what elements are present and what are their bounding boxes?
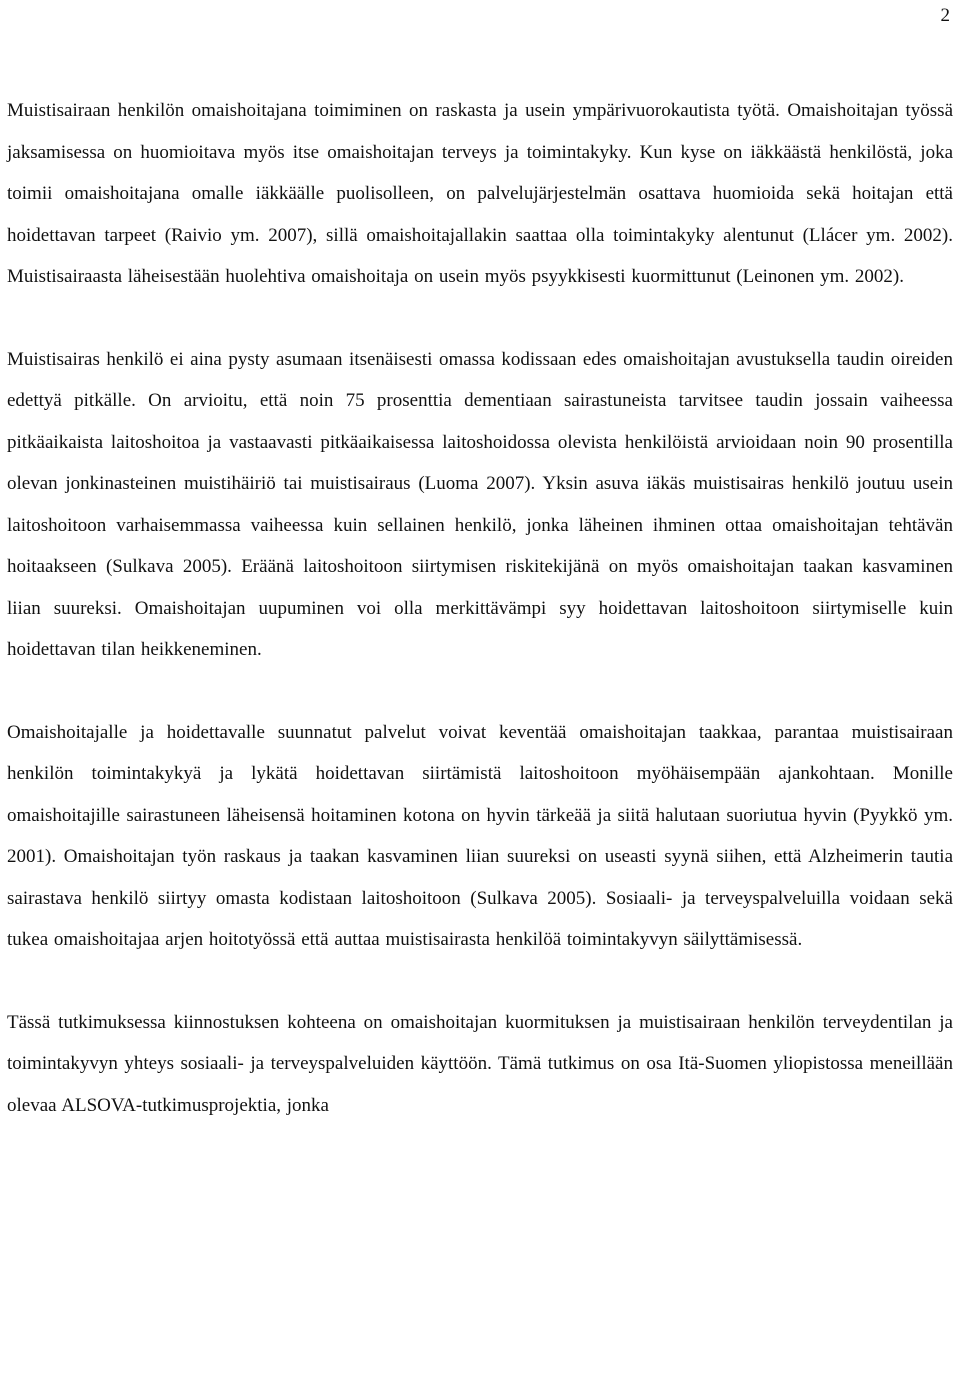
paragraph-1: Muistisairaan henkilön omaishoitajana toimiminen on raskasta ja usein ympärivuorokautista työtä. Omaishoitajan työssä jaksamisessa on huomioitava myös itse omaishoitajan terveys ja toimintakyky. Kun kyse on iäkkäästä henkilöstä, joka toimii omaishoitajana omalle iäkkäälle puolisolleen, on palvelujärjestelmän osattava huomioida sekä hoitajan että hoidettavan tarpeet (Raivio ym. 2007), sillä omaishoitajallakin saattaa olla toimintakyky alentunut (Llácer ym. 2002). Muistisairaasta läheisestään huolehtiva omaishoitaja on usein myös psyykkisesti kuormittunut (Leinonen ym. 2002). <box>7 100 953 287</box>
paragraph-4: Tässä tutkimuksessa kiinnostuksen kohteena on omaishoitajan kuormituksen ja muistisairaan henkilön terveydentilan ja toimintakyvyn yhteys sosiaali- ja terveyspalveluiden käyttöön. Tämä tutkimus on osa Itä-Suomen yliopistossa meneillään olevaa ALSOVA-tutkimusprojektia, jonka <box>7 1011 953 1116</box>
paragraph-2: Muistisairas henkilö ei aina pysty asumaan itsenäisesti omassa kodissaan edes omaishoitajan avustuksella taudin oireiden edettyä pitkälle. On arvioitu, että noin 75 prosenttia dementiaan sairastuneista tarvitsee taudin jossain vaiheessa pitkäaikaista laitoshoitoa ja vastaavasti pitkäaikaisessa laitoshoidossa olevista henkilöistä arvioidaan noin 90 prosentilla olevan jonkinasteinen muistihäiriö tai muistisairaus (Luoma 2007). Yksin asuva iäkäs muistisairas henkilö joutuu usein laitoshoitoon varhaisemmassa vaiheessa kuin sellainen henkilö, jonka läheinen ihminen ottaa omaishoitajan tehtävän hoitaakseen (Sulkava 2005). Eräänä laitoshoitoon siirtymisen riskitekijänä on myös omaishoitajan taakan kasvaminen liian suureksi. Omaishoitajan uupuminen voi olla merkittävämpi syy hoidettavan laitoshoitoon siirtymiselle kuin hoidettavan tilan heikkeneminen. <box>7 348 953 660</box>
document-body <box>7 90 953 1126</box>
page-number: 2 <box>940 5 950 26</box>
paragraph-3: Omaishoitajalle ja hoidettavalle suunnatut palvelut voivat keventää omaishoitajan taakkaa, parantaa muistisairaan henkilön toimintakykyä ja lykätä hoidettavan siirtämistä laitoshoitoon myöhäisempään ajankohtaan. Monille omaishoitajille sairastuneen läheisensä hoitaminen kotona on hyvin tärkeää ja siitä halutaan suoriutua hyvin (Pyykkö ym. 2001). Omaishoitajan työn raskaus ja taakan kasvaminen liian suureksi on useasti syynä siihen, että Alzheimerin tautia sairastava henkilö siirtyy omasta kodistaan laitoshoitoon (Sulkava 2005). Sosiaali- ja terveyspalveluilla voidaan sekä tukea omaishoitajaa arjen hoitotyössä että auttaa muistisairasta henkilöä toimintakyvyn säilyttämisessä. <box>7 721 953 950</box>
